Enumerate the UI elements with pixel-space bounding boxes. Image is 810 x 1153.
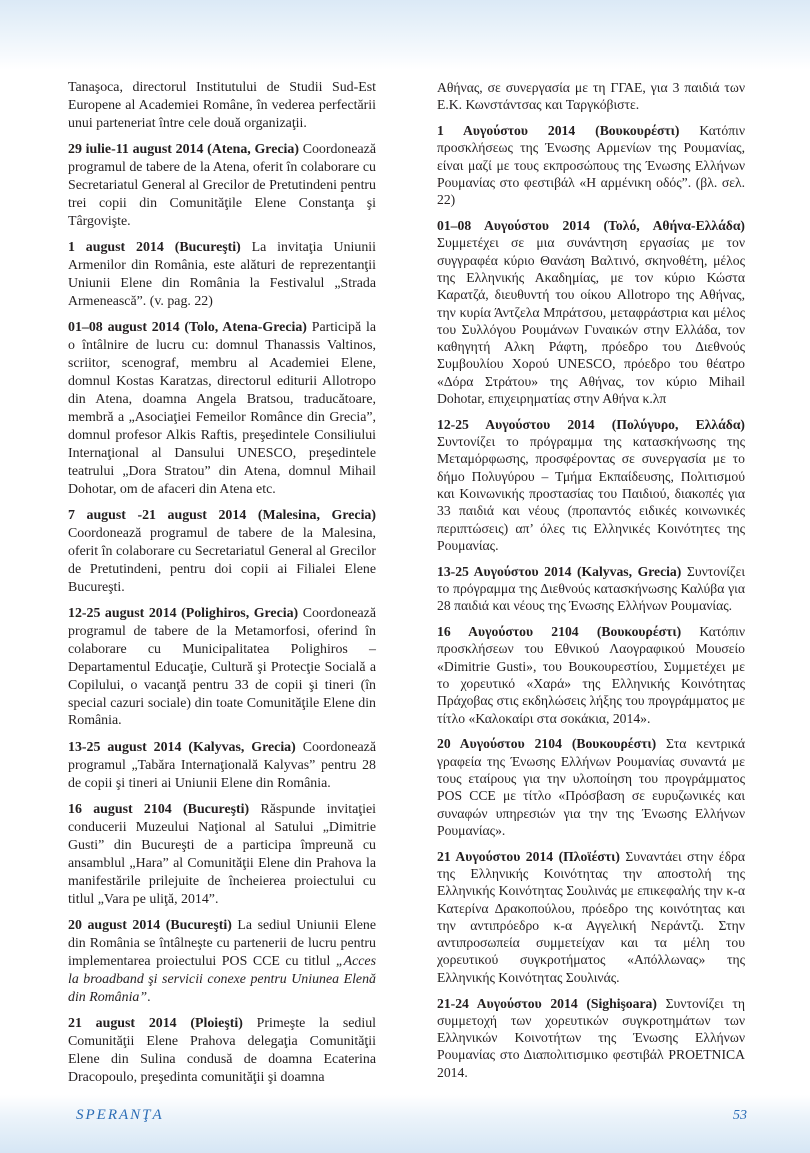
entry-text: Συντονίζει τη συμμετοχή των χορευτικών συγκροτημάτων των Ελληνικών Κοινοτήτων της Ένωσης Ελλήνων Ρουμανίας στο Διαπολιτισμικο φεστιβάλ PROETNICA 2014.	[437, 995, 745, 1080]
entry-date-place: 21-24 Αυγούστου 2014 (Sighişoara)	[437, 995, 657, 1011]
entry-l9	[68, 1015, 376, 1087]
entry-date-place: 16 august 2104 (Bucureşti)	[68, 802, 250, 818]
entry-text: La sediul Uniunii Elene din România se întâlneşte cu partenerii de lucru pentru implementarea proiectului POS CCE cu titlul	[68, 917, 376, 969]
entry-r5	[437, 623, 745, 727]
entry-text: Συναντάει στην έδρα της Ελληνικής Κοινότητας την αποστολή της Ελληνικής Κοινότητας Σουλινάς με επικεφαλής την κ-α Κατερίνα Δρακοπούλου, πρόεδρο της κοινότητας και την αντιπρόεδρο κ-α Αγγελική Νεράντζι. Στην αντιπροσωπεία συμμετείχαν και τα μέλη του χορευτικού συγκροτήματος «Απόλλωνας» της Ελληνικής Κοινότητας Σουλινάς.	[437, 848, 745, 985]
entry-date-place: 13-25 august 2014 (Kalyvas, Grecia)	[68, 739, 296, 755]
entry-text: Tanaşoca, directorul Institutului de Studii Sud-Est Europene al Academiei Române, în vederea perfectării unui parteneriat între cele două organizaţii.	[68, 80, 376, 131]
entry-text: Στα κεντρικά γραφεία της Ένωσης Ελλήνων Ρουμανίας συναντά με τους εταίρους για την υλοποίηση του προγράμματος POS CCE με τίτλο «Πρόσβαση σε ευρυζωνικές και συναφών υπηρεσιών για την της Ένωσης Ελλήνων Ρουμανίας».	[437, 736, 745, 838]
entry-text: Coordonează programul „Tabăra Internaţională Kalyvas” pentru 28 de copii şi tineri ai Uniunii Elene din România.	[68, 739, 376, 791]
entry-text: Coordonează programul de tabere de la Atena, oferit în colaborare cu Secretariatul General al Grecilor de Pretutindeni pentru trei copii din Comunităţile Elene Constanţa şi Târgovişte.	[68, 142, 376, 229]
left-column	[68, 79, 376, 1095]
entry-r8	[437, 995, 745, 1081]
entry-date-place: 7 august -21 august 2014 (Malesina, Grecia)	[68, 507, 376, 523]
entry-r3	[437, 416, 745, 554]
entry-tail: .	[147, 989, 151, 1005]
footer-gradient-band	[0, 1095, 810, 1153]
header-gradient-band	[0, 0, 810, 70]
entry-text: Primeşte la sediul Comunităţii Elene Prahova delegaţia Comunităţii Elene din Sulina condusă de doamna Ecaterina Dracopoulo, preşedinta comunităţii şi doamna	[68, 1016, 376, 1085]
entry-date-place: 21 august 2014 (Ploieşti)	[68, 1016, 243, 1031]
entry-l4	[68, 507, 376, 597]
entry-l2	[68, 239, 376, 311]
entry-text: Αθήνας, σε συνεργασία με τη ΓΓΑΕ, για 3 παιδιά των Ε.Κ. Κωνστάντσας και Ταργκόβιστε.	[437, 80, 745, 113]
entry-text: Συντονίζει το πρόγραμμα της Διεθνούς κατασκήνωσης Καλύβα για 28 παιδιά και νέους της Ένωσης Ελλήνων Ρουμανίας.	[437, 563, 745, 614]
entry-r6	[437, 735, 745, 839]
right-column	[437, 79, 745, 1090]
page-number: 53	[733, 1108, 747, 1123]
entry-l1	[68, 141, 376, 231]
entry-text: Κατόπιν προσκλήσεων του Εθνικού Λαογραφικού Μουσείο «Dimitrie Gusti», του Βουκουρεστίου, Συμμετέχει με το χορευτικό «Χαρά» της Ελληνικής Κοινότητας Πράχοβας στις εκδηλώσεις λήξης του προγράμματος με τίτλο «Καλοκαίρι στα σοκάκια, 2014».	[437, 624, 745, 726]
entry-date-place: 01–08 august 2014 (Tolo, Atena-Grecia)	[68, 320, 307, 336]
entry-date-place: 20 Αυγούστου 2104 (Βουκουρέστι)	[437, 736, 657, 752]
entry-text: Răspunde invitaţiei conducerii Muzeului Naţional al Satului „Dimitrie Gusti” din Bucureşti de a participa împreună cu ansamblul „Hara” al Comunităţii Elene din Prahova la manifestările prilejuite de încheierea proiectului cu titlul „Vara pe uliţă, 2014”.	[68, 802, 376, 907]
entry-r1	[437, 122, 745, 208]
entry-r4	[437, 563, 745, 615]
entry-r7	[437, 848, 745, 986]
entry-text: Συμμετέχει σε μια συνάντηση εργασίας με τον συγγραφέα κύριο Θανάση Βαλτινό, σκηνοθέτη, μέλος της Ελληνικής Ακαδημίας, με τον κύριο Κώστα Καρατζά, διευθυντή του οίκου Allotropo της Αθήνας, την κυρία Άντζελα Μπράτσου, μεταφράστρια και μέλος του Συλλόγου Ρουμάνων Γυναικών στην Ελλάδα, τον καθηγητή Αλκη Ράφτη, πρόεδρο του Διεθνούς Συμβουλίου Χορού UNESCO, πρόεδρο του θέατρο «Δόρα Στράτου» της Αθήνας, τον κύριο Mihail Dohotar, επιχειρηματίας στην Αθήνα κ.λπ	[437, 235, 745, 407]
entry-date-place: 29 iulie-11 august 2014 (Atena, Grecia)	[68, 142, 299, 158]
entry-text: La invitaţia Uniunii Armenilor din România, este alături de reprezentanţii Uniunii Elene din România la Festivalul „Strada Armenească”. (v. pag. 22)	[68, 240, 376, 309]
entry-l7	[68, 801, 376, 908]
entry-text: Coordonează programul de tabere de la Metamorfosi, oferind în colaborare cu Municipalitatea Polighiros – Departamentul Educaţie, Cultură şi Protecţie Socială a Copilului, o vacanţă pentru 33 de copii şi tineri (în special cazuri sociale) din toate Comunităţile Elene din România.	[68, 605, 376, 729]
entry-r0	[437, 79, 745, 114]
project-title: „Acces la broadband şi servicii conexe pentru Uniunea Elenă din România”	[68, 953, 376, 1005]
entry-date-place: 16 Αυγούστου 2104 (Βουκουρέστι)	[437, 624, 682, 640]
entry-text: Coordonează programul de tabere de la Malesina, oferit în colaborare cu Secretariatul General al Grecilor de Pretutindeni, pentru doi copii ai Filialei Elene Bucureşti.	[68, 525, 376, 595]
entry-l3	[68, 319, 376, 498]
entry-l6	[68, 739, 376, 793]
entry-l8	[68, 917, 376, 1007]
entry-date-place: 01–08 Αυγούστου 2014 (Τολό, Αθήνα-Ελλάδα)	[437, 218, 745, 234]
entry-date-place: 12-25 Αυγούστου 2014 (Πολύγυρο, Ελλάδα)	[437, 416, 745, 432]
magazine-title: SPERANŢA	[76, 1107, 164, 1123]
entry-l5	[68, 605, 376, 730]
entry-l0	[68, 79, 376, 133]
entry-date-place: 20 august 2014 (Bucureşti)	[68, 917, 232, 933]
entry-text: Participă la o întâlnire de lucru cu: domnul Thanassis Valtinos, scriitor, scenograf, membru al Academiei Elene, domnul Kostas Karatzas, directorul editurii Allotropo din Atena, doamna Angela Bratsou, traducătoare, membră a „Asociaţiei Femeilor Românce din Grecia”, domnul profesor Alkis Raftis, preşedintele Consiliului Internaţional al Dansului UNESCO, preşedintele teatrului „Dora Stratou” din Atena, domnul Mihail Dohotar, om de afaceri din Atena etc.	[68, 320, 376, 497]
entry-date-place: 12-25 august 2014 (Polighiros, Grecia)	[68, 605, 299, 621]
entry-r2	[437, 217, 745, 407]
entry-text: Κατόπιν προσκλήσεως της Ένωσης Αρμενίων της Ρουμανίας, είναι μαζί με τους εκπροσώπους της Ένωσης Ελλήνων Ρουμανίας στο φεστιβάλ «Η αρμένικη οδός”. (βλ. σελ. 22)	[437, 123, 745, 208]
entry-date-place: 1 august 2014 (Bucureşti)	[68, 240, 241, 256]
entry-date-place: 1 Αυγούστου 2014 (Βουκουρέστι)	[437, 123, 680, 139]
entry-date-place: 21 Αυγούστου 2014 (Πλοϊέστι)	[437, 848, 620, 864]
entry-date-place: 13-25 Αυγούστου 2014 (Kalyvas, Grecia)	[437, 563, 682, 579]
entry-text: Συντονίζει το πρόγραμμα της κατασκήνωσης της Μεταμόρφωσης, προσφέροντας σε συνεργασία με το δήμο Πολυγύρου – Τμήμα Εκπαίδευσης, Πολιτισμού και Κοινωνικής προστασίας του Παιδιού, διακοπές για 33 παιδιά και νέους (προπαντός ειδικές κοινωνικές περιπτώσεις) απ’ όλες τις Ελληνικές Κοινότητες της Ρουμανίας.	[437, 434, 745, 553]
